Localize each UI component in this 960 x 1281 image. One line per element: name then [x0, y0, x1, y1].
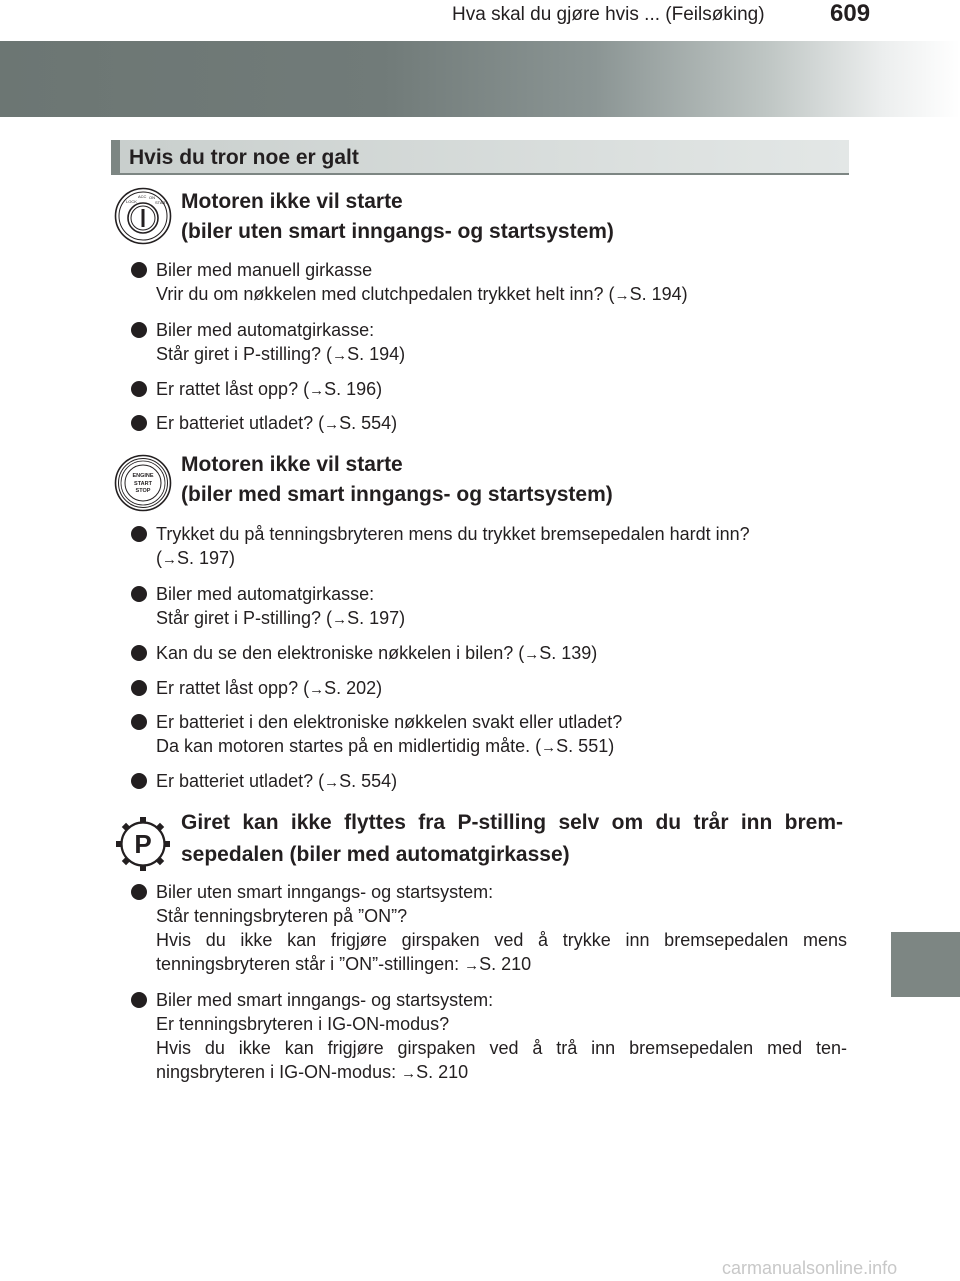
bullet-icon — [131, 714, 147, 730]
bullet-icon — [131, 262, 147, 278]
list-item — [131, 769, 847, 795]
arrow-icon: → — [309, 681, 325, 698]
bullet-icon — [131, 680, 147, 696]
bullet-icon — [131, 415, 147, 431]
svg-text:START: START — [134, 481, 152, 487]
block3-title-cont — [181, 840, 570, 870]
svg-text:ENGINE: ENGINE — [132, 473, 154, 479]
list-item — [131, 988, 847, 1086]
list-item — [131, 411, 847, 437]
svg-text:START: START — [155, 200, 168, 205]
page-reference[interactable]: S. 196 — [324, 379, 377, 399]
list-item — [131, 641, 847, 667]
header-rule — [0, 31, 960, 41]
item-text: Er batteriet i den elektroniske nøkkelen svakt eller utladet? — [156, 712, 623, 732]
block1-title — [181, 187, 614, 247]
item-text: (→S. 197) — [156, 548, 236, 568]
arrow-icon: → — [324, 774, 340, 791]
bullet-icon — [131, 381, 147, 397]
arrow-icon: → — [332, 347, 348, 364]
block1-title-line2: (biler uten smart inngangs- og startsystem) — [181, 220, 614, 243]
bullet-icon — [131, 322, 147, 338]
item-text: Er batteriet utladet? (→S. 554) — [156, 413, 398, 433]
item-text: Hvis du ikke kan frigjøre girspaken ved å trå inn bremsepedalen med ten- — [156, 1038, 847, 1058]
list-item — [131, 318, 847, 368]
list-item — [131, 880, 847, 978]
arrow-icon: → — [401, 1065, 417, 1082]
item-text: Trykket du på tenningsbryteren mens du trykket bremsepedalen hardt inn? — [156, 524, 750, 544]
block3-title-line2: sepedalen (biler med automatgirkasse) — [181, 843, 570, 866]
item-text: Vrir du om nøkkelen med clutchpedalen trykket helt inn? (→S. 194) — [156, 284, 688, 304]
arrow-icon: → — [309, 382, 325, 399]
item-text: Biler med smart inngangs- og startsystem: — [156, 990, 494, 1010]
engine-start-stop-icon — [114, 454, 172, 512]
list-item — [131, 377, 847, 403]
ignition-key-icon — [114, 187, 172, 245]
page-reference[interactable]: S. 554 — [339, 413, 392, 433]
section-heading — [111, 140, 849, 175]
bullet-icon — [131, 586, 147, 602]
item-text: Er tenningsbryteren i IG-ON-modus? — [156, 1014, 450, 1034]
page-reference[interactable]: S. 551 — [556, 736, 609, 756]
arrow-icon: → — [324, 416, 340, 433]
item-text: Står giret i P-stilling? (→S. 194) — [156, 344, 406, 364]
block2-title-line1: Motoren ikke vil starte — [181, 453, 403, 476]
bullet-icon — [131, 645, 147, 661]
item-text: Biler med automatgirkasse: — [156, 320, 375, 340]
page-reference[interactable]: S. 210 — [416, 1062, 469, 1082]
list-item — [131, 676, 847, 702]
list-item — [131, 258, 847, 308]
item-text: ningsbryteren i IG-ON-modus: →S. 210 — [156, 1062, 469, 1082]
arrow-icon: → — [162, 551, 177, 568]
arrow-icon: → — [614, 287, 630, 304]
item-text: Da kan motoren startes på en midlertidig måte. (→S. 551) — [156, 736, 615, 756]
list-item — [131, 710, 847, 760]
item-text: Kan du se den elektroniske nøkkelen i bilen? (→S. 139) — [156, 643, 598, 663]
arrow-icon: → — [332, 611, 348, 628]
item-text: Er batteriet utladet? (→S. 554) — [156, 771, 398, 791]
block1-title-line1: Motoren ikke vil starte — [181, 190, 403, 213]
item-text: Biler med automatgirkasse: — [156, 584, 375, 604]
svg-text:STOP: STOP — [135, 488, 151, 494]
page-reference[interactable]: S. 194 — [347, 344, 400, 364]
bullet-icon — [131, 992, 147, 1008]
block2-title-line2: (biler med smart inngangs- og startsystem) — [181, 483, 613, 506]
bullet-icon — [131, 884, 147, 900]
item-text: Biler med manuell girkasse — [156, 260, 373, 280]
item-text: Biler uten smart inngangs- og startsystem: — [156, 882, 494, 902]
running-header: Hva skal du gjøre hvis ... (Feilsøking) — [452, 4, 765, 25]
svg-text:LOCK: LOCK — [126, 199, 137, 204]
page-reference[interactable]: S. 202 — [324, 678, 377, 698]
page-reference[interactable]: S. 197 — [177, 548, 230, 568]
arrow-icon: → — [524, 646, 540, 663]
svg-text:P: P — [134, 829, 152, 859]
arrow-icon: → — [464, 957, 480, 974]
section-title: Hvis du tror noe er galt — [129, 146, 359, 169]
block3-title-line1: Giret kan ikke flyttes fra P-stilling selv om du trår inn brem- — [181, 811, 843, 834]
page-reference[interactable]: S. 554 — [339, 771, 392, 791]
block2-title — [181, 450, 613, 510]
page-number: 609 — [830, 0, 871, 27]
svg-text:ACC: ACC — [138, 194, 147, 199]
item-text: Er rattet låst opp? (→S. 202) — [156, 678, 383, 698]
page-reference[interactable]: S. 197 — [347, 608, 400, 628]
svg-text:ON: ON — [149, 195, 155, 200]
park-gear-icon — [114, 815, 172, 873]
chapter-banner — [0, 41, 960, 117]
page-reference[interactable]: S. 210 — [479, 954, 532, 974]
item-text: Står giret i P-stilling? (→S. 197) — [156, 608, 406, 628]
bullet-icon — [131, 773, 147, 789]
bullet-icon — [131, 526, 147, 542]
list-item — [131, 522, 847, 572]
page-reference[interactable]: S. 139 — [539, 643, 592, 663]
item-text: Er rattet låst opp? (→S. 196) — [156, 379, 383, 399]
item-text: Hvis du ikke kan frigjøre girspaken ved å trykke inn bremsepedalen mens — [156, 930, 847, 950]
block3-title — [181, 808, 843, 838]
item-text: Står tenningsbryteren på ”ON”? — [156, 906, 408, 926]
chapter-side-tab — [891, 932, 960, 997]
page-reference[interactable]: S. 194 — [629, 284, 682, 304]
watermark: carmanualsonline.info — [722, 1258, 898, 1278]
item-text: tenningsbryteren står i ”ON”-stillingen: →S. 210 — [156, 954, 532, 974]
arrow-icon: → — [541, 739, 557, 756]
list-item — [131, 582, 847, 632]
